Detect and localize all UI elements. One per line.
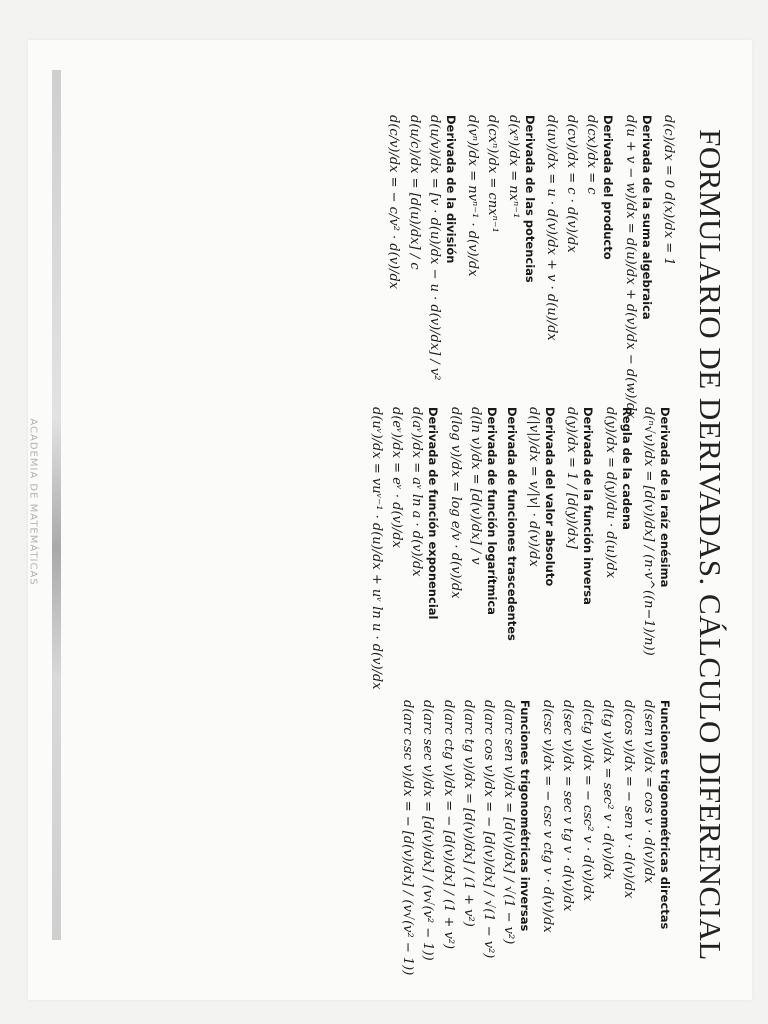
formula: d(cxⁿ)/dx = cnxⁿ⁻¹ [485, 115, 501, 233]
formula: d(aᵛ)/dx = aᵛ ln a · d(v)/dx [409, 407, 425, 577]
section-heading: Derivada de funciones trascedentes [505, 407, 519, 641]
formula: d(vⁿ)/dx = nvⁿ⁻¹ · d(v)/dx [465, 115, 481, 277]
formula: d(ctg v)/dx = − csc² v · d(v)/dx [580, 700, 596, 902]
formula: d(y)/dx = 1 / [d(y)/dx] [564, 407, 580, 549]
formula: d(uᵛ)/dx = vuᵛ⁻¹ · d(u)/dx + uᵛ ln u · d(v)/dx [369, 407, 384, 690]
formula: d(uv)/dx = u · d(v)/dx + v · d(u)/dx [544, 115, 559, 341]
formula: d(cx)/dx = c [584, 115, 600, 195]
side-rule [52, 70, 61, 940]
section-heading: Derivada de la suma algebraica [639, 115, 654, 320]
section-heading: Derivada del valor absoluto [543, 407, 558, 587]
formula: d(arc tg v)/dx = [d(v)/dx] / (1 + v²) [461, 700, 476, 927]
formula: d(arc cos v)/dx = − [d(v)/dx] / √(1 − v²) [481, 700, 497, 959]
section-heading: Derivada de función exponencial [426, 407, 441, 620]
formula: d(u/c)/dx = [d(u)/dx] / c [406, 115, 422, 270]
formula: d(arc csc v)/dx = − [d(v)/dx] / (v√(v² − 1)) [400, 700, 416, 976]
formula: d(xⁿ)/dx = nxⁿ⁻¹ [505, 115, 521, 219]
formula-sheet [78, 115, 728, 975]
formula: d(ⁿ√v)/dx = [d(v)/dx] / (n·v^((n−1)/n)) [641, 407, 656, 656]
section-heading: Derivada de función logarítmica [485, 407, 499, 615]
column-1 [381, 115, 678, 419]
formula: d(cv)/dx = c · d(v)/dx [564, 115, 580, 253]
page-title: FORMULARIO DE DERIVADAS. CÁLCULO DIFERENCIAL [693, 129, 728, 961]
section-heading: Derivada de la función inversa [581, 407, 596, 605]
section-heading: Derivada de la división [444, 115, 458, 264]
formula: d(c)/dx = 0 d(x)/dx = 1 [661, 115, 676, 266]
section-heading: Derivada del producto [601, 115, 616, 260]
column-2 [364, 407, 678, 697]
formula: d(arc sen v)/dx = [d(v)/dx] / √(1 − v²) [501, 700, 517, 945]
section-heading: Regla de la cadena [619, 407, 634, 530]
formula: d(u/v)/dx = [v · d(u)/dx − u · d(v)/dx] / v² [427, 115, 442, 381]
formula: d(sec v)/dx = sec v tg v · d(v)/dx [560, 700, 575, 912]
side-watermark-text: ACADEMIA DE MATEMÁTICAS [27, 418, 39, 586]
formula: d(ln v)/dx = [d(v)/dx] / v [468, 407, 483, 565]
formula: d(u + v − w)/dx = d(u)/dx + d(v)/dx − d(w)/dx [622, 115, 638, 419]
column-3 [395, 700, 678, 975]
formula: d(csc v)/dx = − csc v ctg v · d(v)/dx [539, 700, 555, 933]
section-heading: Funciones trigonométricas directas [658, 700, 672, 930]
formula: d(arc ctg v)/dx = − [d(v)/dx] / (1 + v²) [440, 700, 456, 950]
formula: d(eᵛ)/dx = eᵛ · d(v)/dx [389, 407, 405, 548]
formula: d(tg v)/dx = sec² v · d(v)/dx [600, 700, 616, 880]
side-watermark [20, 402, 46, 602]
formula: d(sen v)/dx = cos v · d(v)/dx [641, 700, 656, 884]
formula: d(cos v)/dx = − sen v · d(v)/dx [620, 700, 636, 899]
formula: d(y)/dx = d(y)/du · d(u)/dx [602, 407, 618, 579]
formula: d(c/v)/dx = − c/v² · d(v)/dx [386, 115, 402, 290]
section-heading: Derivada de las potencias [522, 115, 537, 283]
section-heading: Funciones trigonométricas inversas [518, 700, 533, 932]
formula: d(|v|)/dx = v/|v| · d(v)/dx [526, 407, 542, 567]
formula: d(arc sec v)/dx = [d(v)/dx] / (v√(v² − 1)) [420, 700, 436, 961]
formula: d(log v)/dx = log e/v · d(v)/dx [447, 407, 463, 599]
section-heading: Derivada de la raíz enésima [658, 407, 672, 588]
